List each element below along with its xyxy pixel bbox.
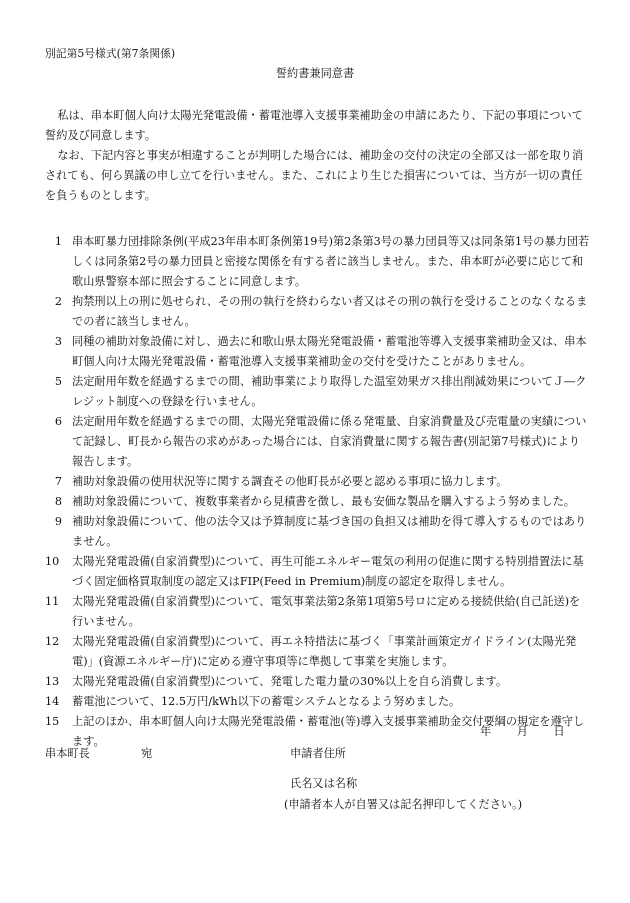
item-number: 3 xyxy=(54,335,62,348)
pledge-item xyxy=(45,672,590,692)
addressee-honorific: 宛 xyxy=(141,747,153,760)
pledge-item xyxy=(45,472,590,492)
pledge-list xyxy=(45,232,590,752)
pledge-item xyxy=(45,632,590,672)
pledge-item xyxy=(45,492,590,512)
item-text: 補助対象設備について、複数事業者から見積書を徴し、最も安価な製品を購入するよう努めました。 xyxy=(72,495,575,508)
pledge-item xyxy=(45,512,590,552)
item-text: 蓄電池について、12.5万円/kWh以下の蓄電システムとなるよう努めました。 xyxy=(72,695,461,708)
applicant-name-label: 氏名又は名称 xyxy=(290,777,358,790)
form-label: 別記第5号様式(第7条関係) xyxy=(45,47,176,60)
date-day-label: 日 xyxy=(553,725,565,738)
item-number: 11 xyxy=(45,595,60,608)
item-text: 太陽光発電設備(自家消費型)について、発電した電力量の30%以上を自ら消費します。 xyxy=(72,675,508,688)
item-number: 9 xyxy=(54,515,62,528)
item-number: 7 xyxy=(54,475,62,488)
item-text: 補助対象設備の使用状況等に関する調査その他町長が必要と認める事項に協力します。 xyxy=(72,475,508,488)
pledge-item xyxy=(45,592,590,632)
item-text: 拘禁刑以上の刑に処せられ、その刑の執行を終わらない者又はその刑の執行を受けることのなくなるまでの者に該当しません。 xyxy=(72,295,588,328)
date-month-label: 月 xyxy=(516,725,528,738)
date-line xyxy=(470,722,610,742)
item-text: 法定耐用年数を経過するまでの間、補助事業により取得した温室効果ガス排出削減効果についてＪ―クレジット制度への登録を行いません。 xyxy=(72,375,587,408)
applicant-address-label: 申請者住所 xyxy=(290,747,346,760)
addressee-name: 串本町長 xyxy=(45,747,90,760)
pledge-item xyxy=(45,552,590,592)
intro-paragraph: 私は、串本町個人向け太陽光発電設備・蓄電池導入支援事業補助金の申請にあたり、下記の事項について誓約及び同意します。 xyxy=(45,109,583,142)
item-number: 8 xyxy=(54,495,62,508)
item-text: 法定耐用年数を経過するまでの間、太陽光発電設備に係る発電量、自家消費量及び売電量の実績について記録し、町長から報告の求めがあった場合には、自家消費量に関する報告書(別記第7号様式)により報告します。 xyxy=(72,415,587,468)
pledge-item xyxy=(45,232,590,292)
item-number: 13 xyxy=(45,675,60,688)
pledge-item xyxy=(45,412,590,472)
item-number: 2 xyxy=(54,295,62,308)
item-number: 14 xyxy=(45,695,60,708)
intro-section xyxy=(45,106,590,206)
pledge-item xyxy=(45,332,590,372)
item-number: 6 xyxy=(54,415,62,428)
pledge-item xyxy=(45,692,590,712)
item-number: 15 xyxy=(45,715,60,728)
item-text: 串本町暴力団排除条例(平成23年串本町条例第19号)第2条第3号の暴力団員等又は同条第1号の暴力団若しくは同条第2号の暴力団員と密接な関係を有する者に該当しません。また、串本町が必要に応じて和歌山県警察本部に照会することに同意します。 xyxy=(72,235,590,288)
item-text: 補助対象設備について、他の法令又は予算制度に基づき国の負担又は補助を得て導入するものではありません。 xyxy=(72,515,587,548)
intro-paragraph: なお、下記内容と事実が相違することが判明した場合には、補助金の交付の決定の全部又は一部を取り消されても、何ら異議の申し立てを行いません。また、これにより生じた損害については、当方が一切の責任を負うものとします。 xyxy=(45,149,584,202)
item-text: 同種の補助対象設備に対し、過去に和歌山県太陽光発電設備・蓄電池等導入支援事業補助金又は、串本町個人向け太陽光発電設備・蓄電池導入支援事業補助金の交付を受けたことがありません。 xyxy=(72,335,587,368)
item-number: 5 xyxy=(54,375,62,388)
pledge-item xyxy=(45,372,590,412)
date-year-label: 年 xyxy=(480,725,492,738)
signature-note: (申請者本人が自署又は記名押印してください。) xyxy=(284,798,523,811)
item-number: 1 xyxy=(54,235,62,248)
item-text: 太陽光発電設備(自家消費型)について、再生可能エネルギー電気の利用の促進に関する特別措置法に基づく固定価格買取制度の認定又はFIP(Feed in Premium)制度の認定を取得しません。 xyxy=(72,555,584,588)
item-text: 太陽光発電設備(自家消費型)について、再エネ特措法に基づく「事業計画策定ガイドライン(太陽光発電)」(資源エネルギー庁)に定める遵守事項等に準拠して事業を実施します。 xyxy=(72,635,577,668)
item-text: 上記のほか、串本町個人向け太陽光発電設備・蓄電池(等)導入支援事業補助金交付要綱の規定を遵守します。 xyxy=(72,715,585,748)
item-number: 12 xyxy=(45,635,60,648)
addressee xyxy=(45,744,153,764)
pledge-item xyxy=(45,292,590,332)
item-number: 10 xyxy=(45,555,60,568)
document-title: 誓約書兼同意書 xyxy=(275,67,355,80)
item-text: 太陽光発電設備(自家消費型)について、電気事業法第2条第1項第5号ロに定める接続供給(自己託送)を行いません。 xyxy=(72,595,581,628)
